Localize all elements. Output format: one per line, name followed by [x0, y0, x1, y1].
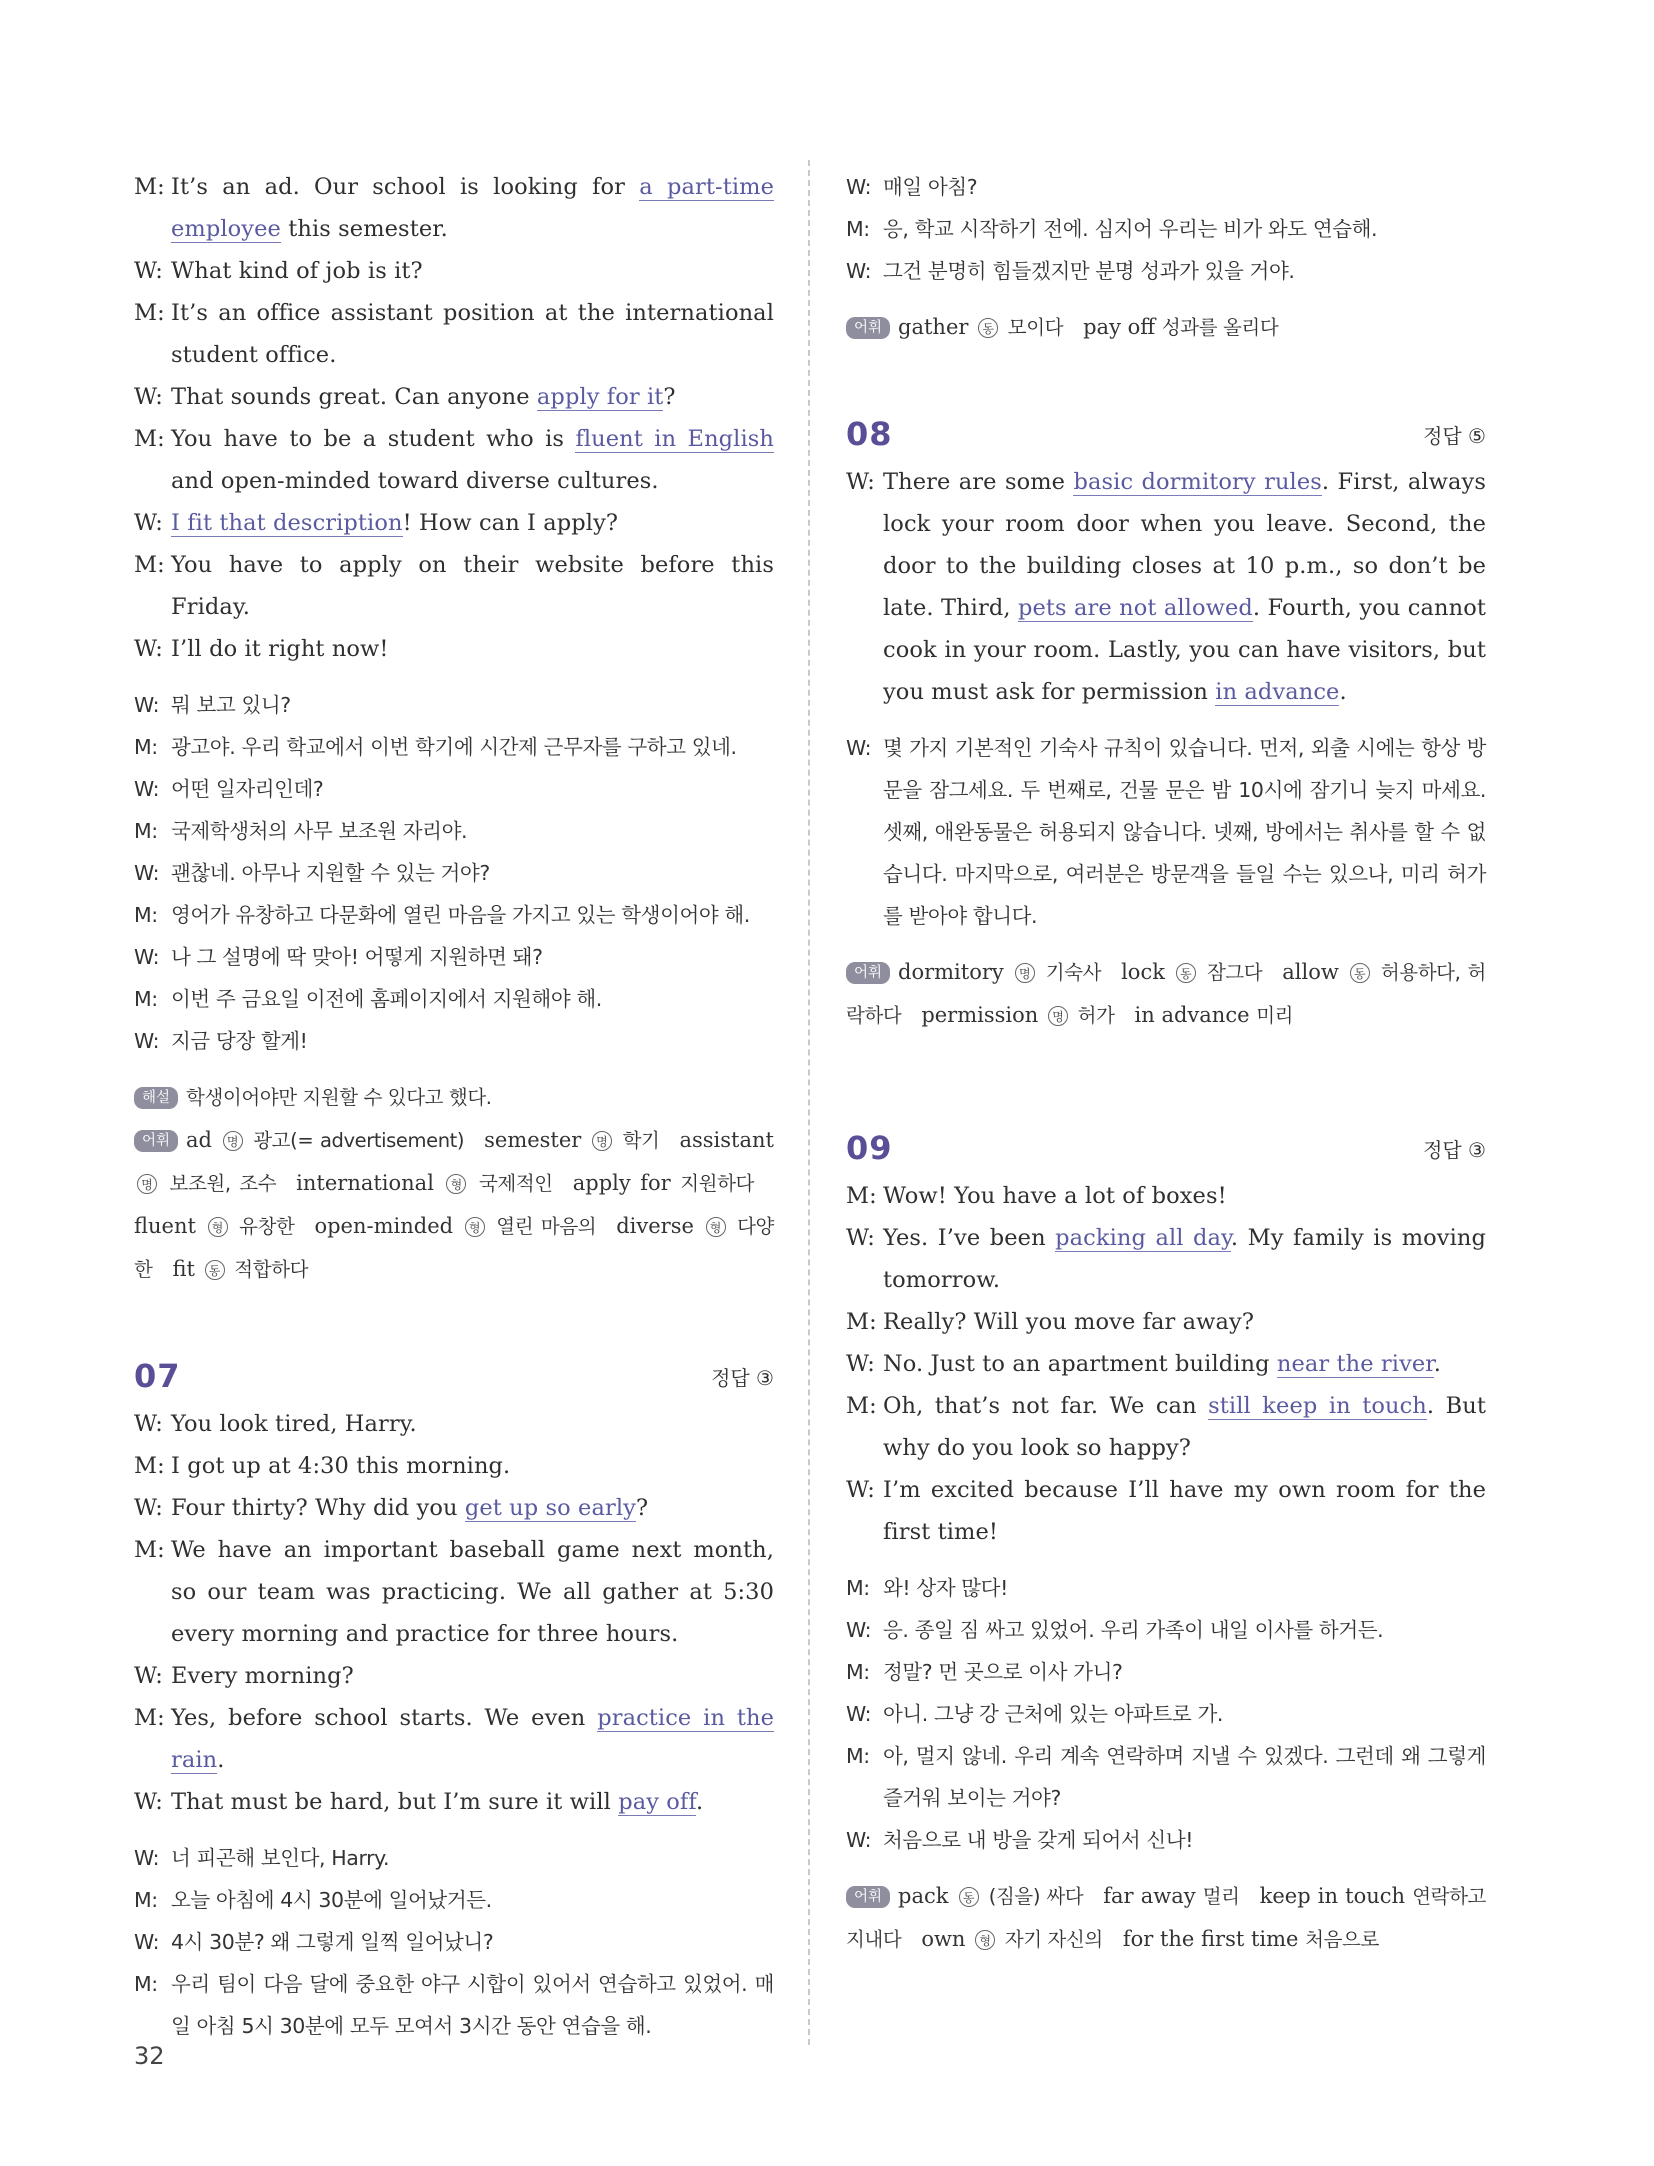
dialogue-line — [846, 1385, 1486, 1469]
translation-line — [846, 1693, 1486, 1735]
page-number: 32 — [134, 2042, 165, 2070]
vocab-word: apply for — [572, 1171, 671, 1195]
vocab-meaning: 적합하다 — [234, 1258, 309, 1281]
text-run: Four thirty? Why did you — [171, 1495, 465, 1521]
speaker-label: M: — [134, 426, 165, 452]
q08-vocabulary — [846, 951, 1486, 1037]
dialogue-text — [171, 1655, 774, 1697]
dialogue-line — [134, 1529, 774, 1655]
part-of-speech-badge: 명 — [1048, 1006, 1068, 1026]
translation-text: 괜찮네. 아무나 지원할 수 있는 거야? — [171, 861, 490, 885]
translation-line — [134, 1020, 774, 1062]
dialogue-line — [846, 1301, 1486, 1343]
translation-text: 응, 학교 시작하기 전에. 심지어 우리는 비가 와도 연습해. — [883, 217, 1378, 241]
speaker-label: W: — [846, 1828, 872, 1852]
key-phrase: practice in the rain — [171, 1705, 775, 1773]
dialogue-text — [883, 461, 1486, 713]
key-phrase: I fit that description — [171, 510, 403, 536]
dialogue-text — [171, 166, 774, 250]
vocab-meaning: 허용하다, 허락하다 — [846, 961, 1486, 1027]
translation-text: 응. 종일 짐 싸고 있었어. 우리 가족이 내일 이사를 하거든. — [883, 1618, 1384, 1642]
text-run: . — [217, 1747, 225, 1773]
vocab-meaning: 잠그다 — [1206, 961, 1263, 984]
text-run: Yes, before school starts. We even — [171, 1705, 598, 1731]
vocabulary-tag: 어휘 — [846, 962, 890, 984]
text-run: . — [1433, 1351, 1441, 1377]
vocab-meaning: 성과를 올리다 — [1161, 316, 1279, 339]
dialogue-line — [134, 1697, 774, 1781]
vocab-word: dormitory — [898, 960, 1004, 984]
dialogue-text — [171, 1403, 774, 1445]
q08-header — [846, 405, 1486, 453]
dialogue-line — [134, 1487, 774, 1529]
translation-text: 오늘 아침에 4시 30분에 일어났거든. — [171, 1888, 492, 1912]
speaker-label: W: — [134, 777, 160, 801]
speaker-label: W: — [134, 861, 160, 885]
speaker-label: M: — [846, 1309, 877, 1335]
part-of-speech-badge: 동 — [1176, 963, 1196, 983]
q07-korean-translation-part1 — [134, 1837, 774, 2047]
speaker-label: M: — [134, 1537, 165, 1563]
dialogue-line — [846, 461, 1486, 713]
text-run: We have an important baseball game next month, so our team was practicing. We all gather at 5:30 every morning and practice for three hours. — [171, 1537, 774, 1647]
question-number: 09 — [846, 1129, 893, 1167]
q09-korean-translation — [846, 1567, 1486, 1861]
part-of-speech-badge: 명 — [223, 1131, 243, 1151]
text-run: What kind of job is it? — [171, 258, 423, 284]
translation-line — [134, 1963, 774, 2047]
speaker-label: M: — [134, 903, 158, 927]
vocab-meaning: 유창한 — [239, 1215, 295, 1238]
text-run: ! How can I apply? — [402, 510, 619, 536]
text-run: Yes. I’ve been — [883, 1225, 1056, 1251]
speaker-label: W: — [134, 384, 163, 410]
dialogue-line — [846, 1175, 1486, 1217]
speaker-label: W: — [846, 736, 872, 760]
text-run: I’ll do it right now! — [171, 636, 389, 662]
translation-line — [846, 1735, 1486, 1819]
vocab-word: international — [296, 1171, 434, 1195]
text-run: There are some — [883, 469, 1074, 495]
vocab-meaning: 모이다 — [1007, 316, 1064, 339]
text-run: I got up at 4:30 this morning. — [171, 1453, 511, 1479]
key-phrase: pay off — [618, 1789, 696, 1815]
part-of-speech-badge: 형 — [465, 1217, 485, 1237]
q09-header — [846, 1119, 1486, 1167]
right-column — [846, 166, 1486, 1961]
dialogue-line — [134, 544, 774, 628]
translation-text: 어떤 일자리인데? — [171, 777, 324, 801]
part-of-speech-badge: 동 — [959, 1887, 979, 1907]
q06-vocabulary — [134, 1119, 774, 1291]
vocab-word: open-minded — [314, 1214, 454, 1238]
q06-korean-translation — [134, 684, 774, 1062]
dialogue-line — [846, 1343, 1486, 1385]
left-column — [134, 166, 774, 2061]
text-run: That must be hard, but I’m sure it will — [171, 1789, 619, 1815]
text-run: ? — [635, 1495, 649, 1521]
speaker-label: M: — [134, 1888, 158, 1912]
translation-text: 이번 주 금요일 이전에 홈페이지에서 지원해야 해. — [171, 987, 602, 1011]
vocabulary-tag: 어휘 — [134, 1130, 178, 1152]
explanation-text: 학생이어야만 지원할 수 있다고 했다. — [186, 1086, 492, 1109]
speaker-label: W: — [134, 1029, 160, 1053]
q06-english-dialogue — [134, 166, 774, 670]
translation-line — [134, 1837, 774, 1879]
text-run: Every morning? — [171, 1663, 354, 1689]
dialogue-line — [846, 1469, 1486, 1553]
speaker-label: M: — [846, 1393, 877, 1419]
vocab-meaning: 국제적인 — [479, 1172, 553, 1195]
dialogue-line — [134, 376, 774, 418]
vocab-meaning: 학기 — [622, 1129, 660, 1152]
answer-label: 정답 ⑤ — [1423, 424, 1486, 448]
dialogue-text — [171, 1697, 774, 1781]
q07-english-dialogue — [134, 1403, 774, 1823]
part-of-speech-badge: 형 — [706, 1217, 726, 1237]
key-phrase: still keep in touch — [1208, 1393, 1427, 1419]
vocab-word: ad — [186, 1128, 212, 1152]
translation-text: 몇 가지 기본적인 기숙사 규칙이 있습니다. 먼저, 외출 시에는 항상 방문을 잠그세요. 두 번째로, 건물 문은 밤 10시에 잠기니 늦지 마세요. 셋째, 애완동물은 허용되지 않습니다. 넷째, 방에서는 취사를 할 수 없습니다. 마지막으로, 여러분은 방문객을 들일 수는 있으나, 미리 허가를 받아야 합니다. — [883, 736, 1486, 928]
dialogue-text — [883, 1217, 1486, 1301]
translation-text: 처음으로 내 방을 갖게 되어서 신나! — [883, 1828, 1194, 1852]
speaker-label: W: — [134, 945, 160, 969]
vocab-word: pay off — [1083, 315, 1156, 339]
translation-text: 국제학생처의 사무 보조원 자리야. — [171, 819, 468, 843]
vocab-word: assistant — [679, 1128, 774, 1152]
translation-text: 우리 팀이 다음 달에 중요한 야구 시합이 있어서 연습하고 있었어. 매일 아침 5시 30분에 모두 모여서 3시간 동안 연습을 해. — [171, 1972, 774, 2038]
q09-english-dialogue — [846, 1175, 1486, 1553]
translation-line — [134, 1879, 774, 1921]
key-phrase: packing all day — [1055, 1225, 1231, 1251]
translation-line — [846, 208, 1486, 250]
part-of-speech-badge: 명 — [1015, 963, 1035, 983]
vocab-word: keep in touch — [1259, 1884, 1406, 1908]
vocab-word: own — [921, 1927, 966, 1951]
translation-line — [846, 727, 1486, 937]
vocab-meaning: 멀리 — [1202, 1885, 1240, 1908]
translation-text: 아니. 그냥 강 근처에 있는 아파트로 가. — [883, 1702, 1223, 1726]
speaker-label: W: — [846, 1351, 875, 1377]
text-run: Wow! You have a lot of boxes! — [883, 1183, 1227, 1209]
dialogue-text — [171, 1445, 774, 1487]
dialogue-text — [171, 544, 774, 628]
question-number: 08 — [846, 415, 893, 453]
dialogue-line — [134, 250, 774, 292]
text-run: ? — [663, 384, 676, 410]
speaker-label: M: — [846, 1183, 877, 1209]
text-run: . — [695, 1789, 704, 1815]
vocab-word: fit — [172, 1257, 195, 1281]
translation-text: 아, 멀지 않네. 우리 계속 연락하며 지낼 수 있겠다. 그런데 왜 그렇게 즐거워 보이는 거야? — [883, 1744, 1486, 1810]
speaker-label: W: — [134, 1846, 160, 1870]
dialogue-line — [134, 292, 774, 376]
translation-text: 광고야. 우리 학교에서 이번 학기에 시간제 근무자를 구하고 있네. — [171, 735, 737, 759]
speaker-label: M: — [846, 217, 870, 241]
dialogue-text — [883, 1343, 1486, 1385]
speaker-label: W: — [134, 636, 163, 662]
answer-label: 정답 ③ — [1423, 1138, 1486, 1162]
vocab-word: allow — [1282, 960, 1339, 984]
dialogue-line — [134, 418, 774, 502]
text-run: You look tired, Harry. — [171, 1411, 417, 1437]
speaker-label: M: — [134, 300, 165, 326]
key-phrase: pets are not allowed — [1017, 595, 1253, 621]
speaker-label: M: — [134, 552, 165, 578]
part-of-speech-badge: 형 — [208, 1217, 228, 1237]
speaker-label: W: — [846, 469, 875, 495]
key-phrase: get up so early — [464, 1495, 636, 1521]
dialogue-line — [134, 628, 774, 670]
dialogue-line — [134, 1781, 774, 1823]
speaker-label: W: — [846, 1225, 875, 1251]
speaker-label: M: — [134, 735, 158, 759]
text-run: . — [1339, 679, 1347, 705]
speaker-label: W: — [846, 259, 872, 283]
vocabulary-tag: 어휘 — [846, 317, 890, 339]
dialogue-text — [883, 1175, 1486, 1217]
translation-text: 매일 아침? — [883, 175, 978, 199]
speaker-label: M: — [134, 819, 158, 843]
key-phrase: apply for it — [536, 384, 664, 410]
speaker-label: M: — [846, 1744, 870, 1768]
speaker-label: M: — [134, 987, 158, 1011]
vocab-meaning: 연락하고 지내다 — [846, 1885, 1486, 1951]
translation-text: 와! 상자 많다! — [883, 1576, 1008, 1600]
vocab-word: lock — [1121, 960, 1165, 984]
translation-line — [846, 1819, 1486, 1861]
dialogue-text — [171, 1487, 774, 1529]
dialogue-text — [883, 1385, 1486, 1469]
translation-text: 4시 30분? 왜 그렇게 일찍 일어났니? — [171, 1930, 494, 1954]
speaker-label: W: — [134, 1930, 160, 1954]
dialogue-text — [171, 376, 774, 418]
vocab-word: permission — [921, 1003, 1039, 1027]
translation-line — [134, 684, 774, 726]
part-of-speech-badge: 동 — [205, 1260, 225, 1280]
vocab-meaning: (짐을) 싸다 — [988, 1885, 1084, 1908]
translation-line — [134, 978, 774, 1020]
dialogue-text — [171, 250, 774, 292]
text-run: this semester. — [280, 216, 448, 242]
key-phrase: fluent in English — [575, 426, 775, 452]
vocab-word: fluent — [134, 1214, 196, 1238]
speaker-label: W: — [134, 258, 163, 284]
q07-header — [134, 1347, 774, 1395]
translation-line — [134, 810, 774, 852]
translation-line — [134, 1921, 774, 1963]
part-of-speech-badge: 형 — [446, 1174, 466, 1194]
text-run: . My family is moving tomorrow. — [883, 1225, 1487, 1293]
key-phrase: a part-time employee — [171, 174, 774, 242]
text-run: . But why do you look so happy? — [883, 1393, 1486, 1461]
speaker-label: W: — [846, 1702, 872, 1726]
part-of-speech-badge: 명 — [137, 1174, 157, 1194]
text-run: . Fourth, you cannot cook in your room. Lastly, you can have visitors, but you must ask for permission — [883, 595, 1486, 705]
q07-vocabulary — [846, 306, 1486, 349]
translation-text: 너 피곤해 보인다, Harry. — [171, 1846, 390, 1870]
text-run: That sounds great. Can anyone — [171, 384, 537, 410]
speaker-label: M: — [134, 1453, 165, 1479]
dialogue-text — [171, 418, 774, 502]
key-phrase: near the river — [1276, 1351, 1434, 1377]
q09-vocabulary — [846, 1875, 1486, 1961]
translation-line — [134, 768, 774, 810]
speaker-label: W: — [846, 1618, 872, 1642]
vocab-word: pack — [898, 1884, 949, 1908]
vocab-word: diverse — [616, 1214, 694, 1238]
dialogue-line — [134, 1403, 774, 1445]
text-run: Really? Will you move far away? — [883, 1309, 1255, 1335]
part-of-speech-badge: 동 — [978, 318, 998, 338]
text-run: It’s an ad. Our school is looking for — [171, 174, 640, 200]
vocab-word: far away — [1103, 1884, 1196, 1908]
q08-korean-translation — [846, 727, 1486, 937]
speaker-label: W: — [134, 1663, 163, 1689]
dialogue-text — [171, 1529, 774, 1655]
speaker-label: M: — [846, 1576, 870, 1600]
speaker-label: W: — [846, 1477, 875, 1503]
speaker-label: W: — [134, 1411, 163, 1437]
speaker-label: W: — [134, 693, 160, 717]
speaker-label: M: — [134, 1705, 165, 1731]
part-of-speech-badge: 명 — [592, 1131, 612, 1151]
dialogue-line — [134, 1445, 774, 1487]
speaker-label: W: — [846, 175, 872, 199]
question-number: 07 — [134, 1357, 181, 1395]
translation-text: 나 그 설명에 딱 맞아! 어떻게 지원하면 돼? — [171, 945, 543, 969]
speaker-label: W: — [134, 510, 163, 536]
dialogue-text — [171, 292, 774, 376]
dialogue-text — [883, 1469, 1486, 1553]
key-phrase: basic dormitory rules — [1073, 469, 1322, 495]
text-run: I’m excited because I’ll have my own room for the first time! — [883, 1477, 1486, 1545]
dialogue-line — [134, 166, 774, 250]
translation-line — [846, 166, 1486, 208]
translation-line — [846, 250, 1486, 292]
text-run: Oh, that’s not far. We can — [883, 1393, 1209, 1419]
dialogue-text — [883, 1301, 1486, 1343]
translation-line — [134, 936, 774, 978]
vocab-word: semester — [484, 1128, 582, 1152]
vocab-meaning: 지원하다 — [680, 1172, 754, 1195]
q07-korean-translation-part2 — [846, 166, 1486, 292]
translation-text: 영어가 유창하고 다문화에 열린 마음을 가지고 있는 학생이어야 해. — [171, 903, 750, 927]
dialogue-line — [134, 1655, 774, 1697]
translation-text: 뭐 보고 있니? — [171, 693, 291, 717]
vocab-word: for the first time — [1122, 1927, 1299, 1951]
vocab-meaning: 처음으로 — [1305, 1928, 1379, 1951]
q06-explanation — [134, 1076, 774, 1119]
dialogue-line — [846, 1217, 1486, 1301]
dialogue-text — [171, 628, 774, 670]
vocab-meaning: 광고(= advertisement) — [253, 1129, 465, 1152]
vocab-word: gather — [898, 315, 969, 339]
text-run: You have to apply on their website before this Friday. — [171, 552, 774, 620]
speaker-label: M: — [846, 1660, 870, 1684]
translation-line — [134, 726, 774, 768]
dialogue-text — [171, 1781, 774, 1823]
vocab-meaning: 자기 자신의 — [1004, 1928, 1103, 1951]
vocab-meaning: 보조원, 조수 — [169, 1172, 277, 1195]
text-run: and open-minded toward diverse cultures. — [171, 468, 659, 494]
vocab-meaning: 기숙사 — [1045, 961, 1102, 984]
speaker-label: W: — [134, 1789, 163, 1815]
speaker-label: W: — [134, 1495, 163, 1521]
speaker-label: M: — [134, 174, 165, 200]
translation-line — [846, 1609, 1486, 1651]
text-run: It’s an office assistant position at the international student office. — [171, 300, 774, 368]
translation-line — [134, 894, 774, 936]
translation-text: 그건 분명히 힘들겠지만 분명 성과가 있을 거야. — [883, 259, 1295, 283]
part-of-speech-badge: 동 — [1350, 963, 1370, 983]
vocabulary-tag: 어휘 — [846, 1886, 890, 1908]
column-divider — [808, 160, 810, 2045]
vocab-word: in advance — [1134, 1003, 1250, 1027]
vocab-meaning: 미리 — [1256, 1004, 1294, 1027]
explanation-tag: 해설 — [134, 1087, 178, 1109]
translation-line — [846, 1651, 1486, 1693]
key-phrase: in advance — [1215, 679, 1340, 705]
translation-text: 지금 당장 할게! — [171, 1029, 308, 1053]
dialogue-text — [171, 502, 774, 544]
text-run: You have to be a student who is — [171, 426, 576, 452]
speaker-label: M: — [134, 1972, 158, 1996]
answer-label: 정답 ③ — [711, 1366, 774, 1390]
text-run: . First, always lock your room door when you leave. Second, the door to the building closes at 10 p.m., so don’t be late. Third, — [883, 469, 1486, 621]
q08-english-monologue — [846, 461, 1486, 713]
dialogue-line — [134, 502, 774, 544]
translation-line — [846, 1567, 1486, 1609]
vocab-meaning: 허가 — [1077, 1004, 1115, 1027]
translation-line — [134, 852, 774, 894]
part-of-speech-badge: 형 — [975, 1930, 995, 1950]
vocab-meaning: 열린 마음의 — [496, 1215, 597, 1238]
text-run: No. Just to an apartment building — [883, 1351, 1277, 1377]
vocab-meaning: 다양한 — [134, 1215, 774, 1281]
translation-text: 정말? 먼 곳으로 이사 가니? — [883, 1660, 1123, 1684]
